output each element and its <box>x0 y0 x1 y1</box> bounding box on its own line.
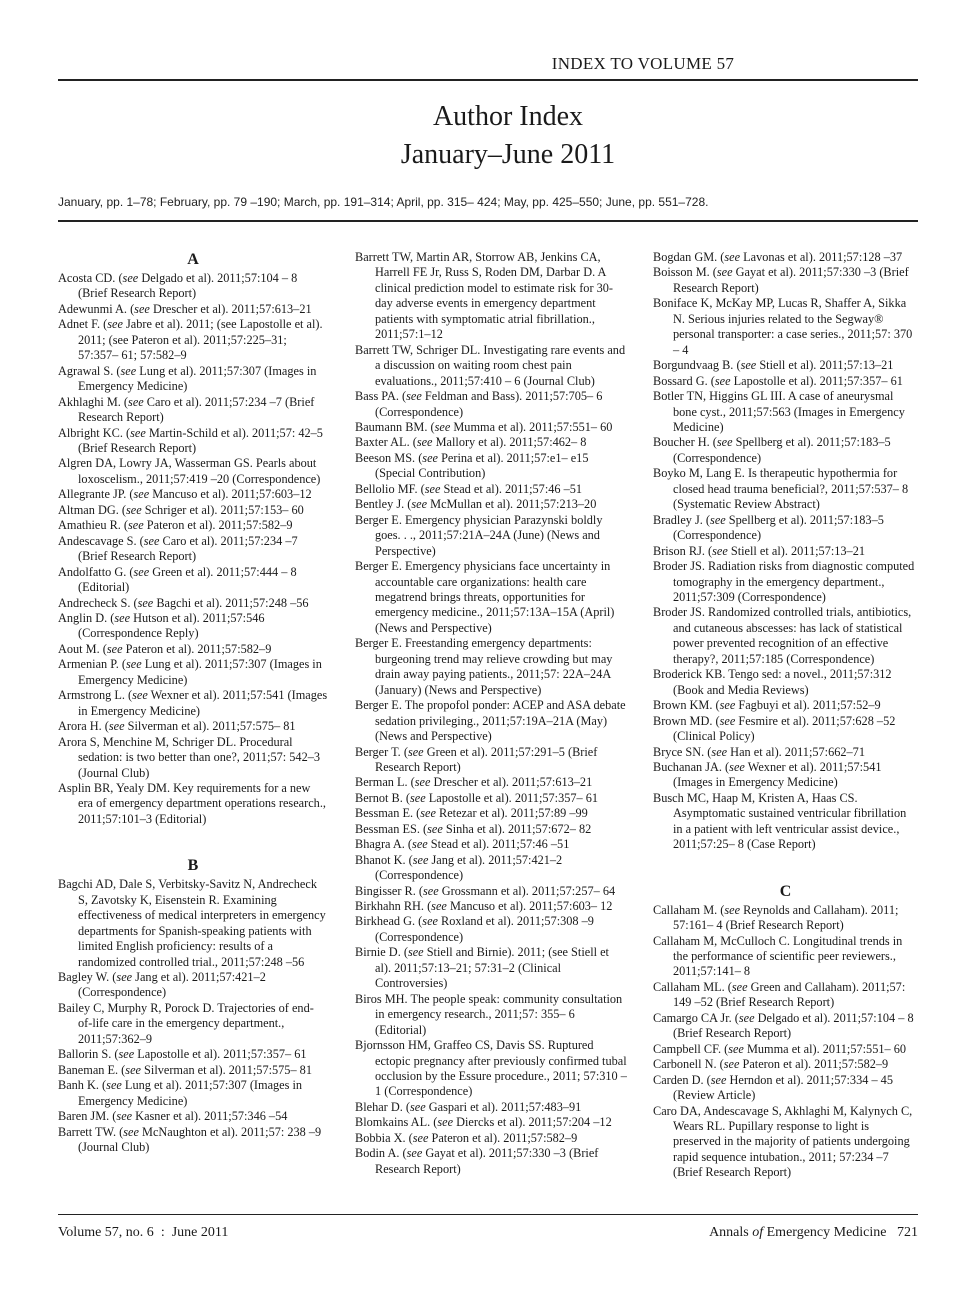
index-entry: Andrecheck S. (see Bagchi et al). 2011;57:248 –56 <box>58 595 309 610</box>
index-entry: Akhlaghi M. (see Caro et al). 2011;57:234 –7 (Brief Research Report) <box>58 394 315 425</box>
index-entry: Bjornsson HM, Graffeo CS, Davis SS. Ruptured ectopic pregnancy after previously confirmed tubal occlusion by the Essure procedure., 2011; 57:310 –1 (Correspondence) <box>355 1038 627 1099</box>
journal-name-part: Annals <box>709 1225 749 1240</box>
index-entry: Callaham M, McCulloch C. Longitudinal trends in the performance of scientific peer reviewers., 2011;57:141– 8 <box>653 933 903 979</box>
index-entry: Boyko M, Lang E. Is therapeutic hypothermia for closed head trauma beneficial?, 2011;57:537– 8 (Systematic Review Abstract) <box>653 466 909 512</box>
index-entry: Blomkains AL. (see Diercks et al). 2011;57:204 –12 <box>355 1115 612 1130</box>
section-letter-c: C <box>779 882 792 900</box>
index-entry: Allegrante JP. (see Mancuso et al). 2011;57:603–12 <box>58 487 312 502</box>
index-entry: Barrett TW, Schriger DL. Investigating rare events and a discussion on waiting room chest pain evaluations., 2011;57:410 – 6 (Journal Club) <box>355 342 626 388</box>
index-entry: Anglin D. (see Hutson et al). 2011;57:546 (Correspondence Reply) <box>58 610 265 641</box>
index-entry: Baumann BM. (see Mumma et al). 2011;57:551– 60 <box>355 419 613 434</box>
index-entry: Buchanan JA. (see Wexner et al). 2011;57:541 (Images in Emergency Medicine) <box>653 759 882 790</box>
index-entry: Carbonell N. (see Pateron et al). 2011;57:582–9 <box>653 1057 889 1072</box>
top-rule <box>58 79 918 81</box>
index-entry: Adewunmi A. (see Drescher et al). 2011;57:613–21 <box>58 301 312 316</box>
entry-list-b <box>58 877 328 1155</box>
index-entry: Aout M. (see Pateron et al). 2011;57:582–9 <box>58 641 272 656</box>
index-entry: Carden D. (see Herndon et al). 2011;57:334 – 45 (Review Article) <box>653 1072 893 1103</box>
index-entry: Bhagra A. (see Stead et al). 2011;57:46 –51 <box>355 837 570 852</box>
index-entry: Adnet F. (see Jabre et al). 2011; (see Lapostolle et al). 2011; (see Pateron et al). 2011;57:225–31; 57:357– 61; 57:582–9 <box>58 317 323 363</box>
index-entry: Bessman E. (see Retezar et al). 2011;57:89 –99 <box>355 806 588 821</box>
index-entry: Beeson MS. (see Perina et al). 2011;57:e1– e15 (Special Contribution) <box>355 450 589 481</box>
index-entry: Birkhead G. (see Roxland et al). 2011;57:308 –9 (Correspondence) <box>355 914 594 944</box>
index-entry: Berger T. (see Green et al). 2011;57:291–5 (Brief Research Report) <box>355 744 598 774</box>
index-entry: Boniface K, McKay MP, Lucas R, Shaffer A, Sikka N. Serious injuries related to the Segway® personal transporter: a case series., 2011;57: 370 – 4 <box>653 296 913 357</box>
entry-list-b-end <box>653 250 918 853</box>
index-entry: Camargo CA Jr. (see Delgado et al). 2011;57:104 – 8 (Brief Research Report) <box>653 1010 914 1041</box>
index-entry: Blehar D. (see Gaspari et al). 2011;57:483–91 <box>355 1099 582 1114</box>
index-entry: Boisson M. (see Gayat et al). 2011;57:330 –3 (Brief Research Report) <box>653 265 909 295</box>
index-entry: Broder JS. Randomized controlled trials, antibiotics, and cutaneous abscesses: has lack of statistical power prevented recognition of an effective therapy?, 2011;57:185 (Correspondence) <box>653 605 912 666</box>
index-entry: Arora H. (see Silverman et al). 2011;57:575– 81 <box>58 719 296 734</box>
index-entry: Callaham M. (see Reynolds and Callaham). 2011; 57:161– 4 (Brief Research Report) <box>653 902 899 933</box>
index-entry: Acosta CD. (see Delgado et al). 2011;57:104 – 8 (Brief Research Report) <box>58 271 298 301</box>
index-entry: Baxter AL. (see Mallory et al). 2011;57:462– 8 <box>355 435 587 450</box>
footer-journal <box>709 1225 918 1241</box>
section-letter-b: B <box>187 857 199 875</box>
index-entry: Algren DA, Lowry JA, Wasserman GS. Pearls about loxoscelism., 2011;57:419 –20 (Correspondence) <box>58 456 321 486</box>
index-entry: Caro DA, Andescavage S, Akhlaghi M, Kalynych C, Wears RL. Pupillary response to light is preserved in the majority of patients undergoing rapid sequence intubation., 2011; 57:234 –7 (Brief Research Report) <box>653 1103 913 1180</box>
footer-issue <box>58 1225 228 1241</box>
index-entry: Boucher H. (see Spellberg et al). 2011;57:183–5 (Correspondence) <box>653 435 891 465</box>
entry-list-c <box>653 903 918 1181</box>
index-entry: Armenian P. (see Lung et al). 2011;57:307 (Images in Emergency Medicine) <box>58 657 322 687</box>
index-column-1 <box>58 250 328 1155</box>
index-entry: Bingisser R. (see Grossmann et al). 2011;57:257– 64 <box>355 883 616 898</box>
index-entry: Campbell CF. (see Mumma et al). 2011;57:551– 60 <box>653 1041 907 1056</box>
index-entry: Bryce SN. (see Han et al). 2011;57:662–71 <box>653 744 865 759</box>
index-entry: Bentley J. (see McMullan et al). 2011;57:213–20 <box>355 497 597 512</box>
index-entry: Armstrong L. (see Wexner et al). 2011;57:541 (Images in Emergency Medicine) <box>58 688 328 718</box>
index-entry: Bodin A. (see Gayat et al). 2011;57:330 –3 (Brief Research Report) <box>355 1146 599 1176</box>
page-title: Author Index <box>432 101 584 132</box>
bottom-rule <box>58 1214 918 1215</box>
index-entry: Bessman ES. (see Sinha et al). 2011;57:672– 82 <box>355 821 592 836</box>
journal-name-rest: Emergency Medicine <box>766 1225 887 1240</box>
index-entry: Amathieu R. (see Pateron et al). 2011;57:582–9 <box>58 518 293 533</box>
index-entry: Bailey C, Murphy R, Porock D. Trajectories of end-of-life care in the emergency department., 2011;57:362–9 <box>58 1000 314 1046</box>
index-entry: Asplin BR, Yealy DM. Key requirements for a new era of emergency department operations research., 2011;57:101–3 (Editorial) <box>58 780 326 826</box>
index-entry: Brown MD. (see Fesmire et al). 2011;57:628 –52 (Clinical Policy) <box>653 713 896 744</box>
index-entry: Broderick KB. Tengo sed: a novel., 2011;57:312 (Book and Media Reviews) <box>653 667 892 697</box>
footer-date: June 2011 <box>171 1225 229 1240</box>
index-entry: Bradley J. (see Spellberg et al). 2011;57:183–5 (Correspondence) <box>653 512 884 543</box>
index-entry: Albright KC. (see Martin-Schild et al). 2011;57: 42–5 (Brief Research Report) <box>58 425 323 455</box>
index-entry: Brown KM. (see Fagbuyi et al). 2011;57:52–9 <box>653 698 881 713</box>
index-entry: Berger E. The propofol ponder: ACEP and ASA debate sedation privileging., 2011;57:19A–21A (May) (News and Perspective) <box>355 698 626 744</box>
index-entry: Bagchi AD, Dale S, Verbitsky-Savitz N, Andrecheck S, Zavotsky K, Eisenstein R. Examining effectiveness of medical interpreters in emergency departments for Spanish-speaking patients with limited English proficiency: results of a randomized controlled trial., 2011;57:248 –56 <box>58 877 326 969</box>
section-letter-a: A <box>187 251 199 268</box>
index-entry: Bobbia X. (see Pateron et al). 2011;57:582–9 <box>355 1130 578 1145</box>
footer-separator: : <box>160 1225 165 1240</box>
index-entry: Botler TN, Higgins GL III. A case of aneurysmal bone cyst., 2011;57:563 (Images in Emergency Medicine) <box>653 389 905 434</box>
index-entry: Bossard G. (see Lapostolle et al). 2011;57:357– 61 <box>653 373 903 388</box>
index-entry: Broder JS. Radiation risks from diagnostic computed tomography in the emergency department., 2011;57:309 (Correspondence) <box>653 559 915 604</box>
entry-list-a <box>58 271 328 827</box>
index-entry: Borgundvaag B. (see Stiell et al). 2011;57:13–21 <box>653 358 894 373</box>
index-entry: Barrett TW, Martin AR, Storrow AB, Jenkins CA, Harrell FE Jr, Russ S, Roden DM, Darbar D. A clinical prediction model to estimate risk for 30-day adverse events in emergency department patients with symptomatic atrial fibrillation., 2011;57:1–12 <box>355 250 614 342</box>
index-entry: Berger E. Emergency physicians face uncertainty in accountable care organizations: health care megatrend brings threats, opportunities for emergency medicine., 2011;57:13A–15A (April) (News and Perspective) <box>355 559 615 635</box>
index-entry: Birkhahn RH. (see Mancuso et al). 2011;57:603– 12 <box>355 899 613 914</box>
index-entry: Andolfatto G. (see Green et al). 2011;57:444 – 8 (Editorial) <box>58 564 297 595</box>
index-entry: Busch MC, Haap M, Kristen A, Haas CS. Asymptomatic sustained ventricular fibrillation in a patient with left ventricular assist device., 2011;57:25– 8 (Case Report) <box>653 790 907 852</box>
index-entry: Brison RJ. (see Stiell et al). 2011;57:13–21 <box>653 543 865 558</box>
index-entry: Berger E. Emergency physician Parazynski boldly goes. . ., 2011;57:21A–24A (June) (News and Perspective) <box>355 512 603 558</box>
index-entry: Baneman E. (see Silverman et al). 2011;57:575– 81 <box>58 1062 312 1077</box>
index-entry: Bhanot K. (see Jang et al). 2011;57:421–2 (Correspondence) <box>355 852 563 883</box>
index-entry: Andescavage S. (see Caro et al). 2011;57:234 –7 (Brief Research Report) <box>58 533 298 564</box>
index-entry: Altman DG. (see Schriger et al). 2011;57:153– 60 <box>58 502 304 517</box>
middle-rule <box>58 220 918 222</box>
index-entry: Bellolio MF. (see Stead et al). 2011;57:46 –51 <box>355 481 583 496</box>
index-entry: Bogdan GM. (see Lavonas et al). 2011;57:128 –37 <box>653 250 903 264</box>
index-entry: Callaham ML. (see Green and Callaham). 2011;57: 149 –52 (Brief Research Report) <box>653 979 906 1010</box>
index-column-2 <box>355 250 627 1177</box>
index-entry: Baren JM. (see Kasner et al). 2011;57:346 –54 <box>58 1109 288 1124</box>
index-entry: Banh K. (see Lung et al). 2011;57:307 (Images in Emergency Medicine) <box>58 1078 303 1108</box>
running-head: INDEX TO VOLUME 57 <box>551 54 735 73</box>
index-entry: Bagley W. (see Jang et al). 2011;57:421–2 (Correspondence) <box>58 970 266 1000</box>
index-entry: Birnie D. (see Stiell and Birnie). 2011; (see Stiell et al). 2011;57:13–21; 57:31–2 (Clinical Controversies) <box>355 945 609 991</box>
index-entry: Barrett TW. (see McNaughton et al). 2011;57: 238 –9 (Journal Club) <box>58 1124 322 1155</box>
index-entry: Arora S, Menchine M, Schriger DL. Procedural sedation: is two better than one?, 2011;57: 542–3 (Journal Club) <box>58 734 321 780</box>
index-entry: Berger E. Freestanding emergency departments: burgeoning trend may relieve crowding but may drain away paying patients., 2011;57: 22A–24A (January) (News and Perspective) <box>355 636 613 697</box>
index-entry: Ballorin S. (see Lapostolle et al). 2011;57:357– 61 <box>58 1047 307 1062</box>
footer-volume: Volume 57, no. 6 <box>58 1225 154 1240</box>
index-entry: Agrawal S. (see Lung et al). 2011;57:307 (Images in Emergency Medicine) <box>58 363 317 394</box>
index-entry: Bernot B. (see Lapostolle et al). 2011;57:357– 61 <box>355 790 599 805</box>
index-column-3 <box>653 250 918 1181</box>
title-block <box>58 98 968 174</box>
page-subtitle: January–June 2011 <box>400 139 616 170</box>
entry-list-b-continued <box>355 250 627 1177</box>
index-entry: Berman L. (see Drescher et al). 2011;57:613–21 <box>355 775 593 790</box>
index-entry: Biros MH. The people speak: community consultation in emergency research., 2011;57: 355– 6 (Editorial) <box>355 991 623 1037</box>
journal-name-of: of <box>752 1225 764 1240</box>
index-entry: Bass PA. (see Feldman and Bass). 2011;57:705– 6 (Correspondence) <box>355 389 603 419</box>
page-number: 721 <box>897 1225 918 1240</box>
issue-page-ranges: January, pp. 1–78; February, pp. 79 –190; March, pp. 191–314; April, pp. 315– 424; May, pp. 425–550; June, pp. 551–728. <box>58 195 709 209</box>
